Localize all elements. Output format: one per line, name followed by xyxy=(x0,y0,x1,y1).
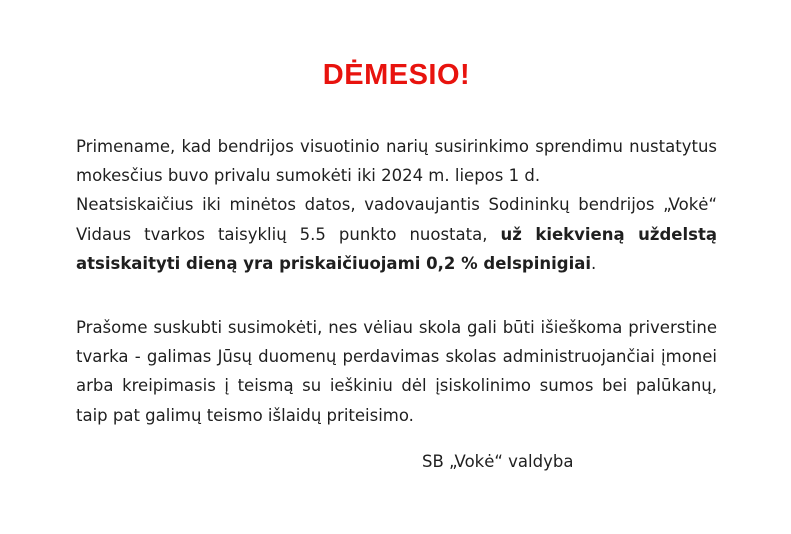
notice-title: DĖMESIO! xyxy=(322,59,471,91)
penalty-rule-text: Neatsiskaičius iki minėtos datos, vadovaujantis Sodininkų bendrijos „Vokė“ Vidaus tvarkos taisyklių 5.5 punkto nuostata, xyxy=(76,195,717,244)
notice-document xyxy=(76,58,717,476)
payment-reminder-paragraph xyxy=(76,132,717,278)
penalty-rate-bold-text: už kiekvieną uždelstą atsiskaityti dieną yra priskaičiuojami 0,2 % delspinigiai xyxy=(76,224,717,273)
payment-deadline-text: Primename, kad bendrijos visuotinio narių susirinkimo sprendimu nustatytus mokesčius buvo privalu sumokėti iki 2024 m. liepos 1 d. xyxy=(76,137,717,186)
debt-collection-paragraph: Prašome suskubti susimokėti, nes vėliau skola gali būti išieškoma priverstine tvarka - galimas Jūsų duomenų perdavimas skolas administruojančiai įmonei arba kreipimasis į teismą su ieškiniu dėl įsiskolinimo sumos bei palūkanų, taip pat galimų teismo išlaidų priteisimo. xyxy=(76,318,717,425)
signature: SB „Vokė“ valdyba xyxy=(422,451,574,471)
paragraph-spacer xyxy=(76,278,717,313)
penalty-sentence-end: . xyxy=(591,253,597,273)
